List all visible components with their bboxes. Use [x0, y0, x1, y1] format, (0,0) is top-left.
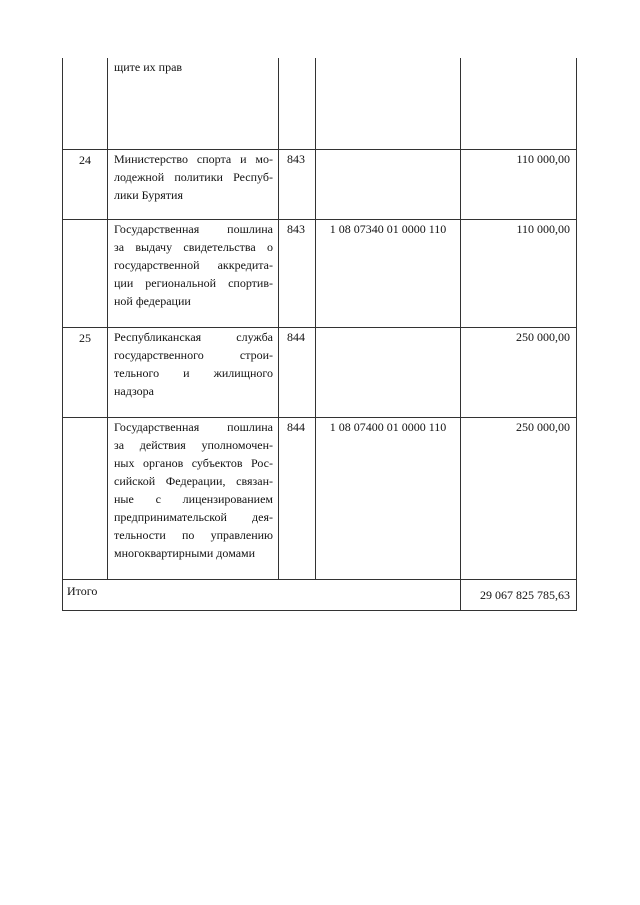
row-name-line: надзора	[114, 384, 154, 398]
row-name	[108, 220, 279, 328]
row-admin-code: 844	[279, 328, 316, 418]
row-number: 25	[63, 328, 108, 418]
row-name	[108, 58, 279, 150]
row-name-line: государственной аккредита-	[114, 258, 273, 272]
row-number: 24	[63, 150, 108, 220]
row-budget-code: 1 08 07400 01 0000 110	[316, 418, 461, 580]
row-budget-code	[316, 150, 461, 220]
row-amount	[461, 58, 577, 150]
row-name-line: государственного строи-	[114, 348, 273, 362]
row-name-line: за выдачу свидетельства о	[114, 240, 273, 254]
total-amount: 29 067 825 785,63	[461, 580, 577, 611]
row-budget-code	[316, 58, 461, 150]
table-row	[63, 58, 577, 150]
total-row	[63, 580, 577, 611]
row-name-line: Государственная пошлина	[114, 420, 273, 434]
row-name-line: щите их прав	[114, 60, 183, 74]
row-name-line: Государственная пошлина	[114, 222, 273, 236]
row-admin-code: 843	[279, 220, 316, 328]
table-row	[63, 328, 577, 418]
row-admin-code: 844	[279, 418, 316, 580]
row-name-line: за действия уполномочен-	[114, 438, 273, 452]
row-budget-code	[316, 328, 461, 418]
row-name-line: сийской Федерации, связан-	[114, 474, 273, 488]
row-name-line: ные с лицензированием	[114, 492, 273, 506]
row-name-line: лодежной политики Респуб-	[114, 170, 273, 184]
row-amount: 110 000,00	[461, 220, 577, 328]
row-name-line: Министерство спорта и мо-	[114, 152, 273, 166]
row-name-line: тельного и жилищного	[114, 366, 273, 380]
row-number	[63, 58, 108, 150]
row-number	[63, 220, 108, 328]
row-name-line: предпринимательской дея-	[114, 510, 273, 524]
row-name	[108, 328, 279, 418]
table-row	[63, 150, 577, 220]
row-name-line: тельности по управлению	[114, 528, 273, 542]
row-amount: 110 000,00	[461, 150, 577, 220]
row-name-line: ции региональной спортив-	[114, 276, 273, 290]
row-name-line: Республиканская служба	[114, 330, 273, 344]
row-amount: 250 000,00	[461, 328, 577, 418]
row-name	[108, 418, 279, 580]
table-row	[63, 220, 577, 328]
row-name-line: лики Бурятия	[114, 188, 183, 202]
row-name-line: многоквартирными домами	[114, 546, 256, 560]
row-budget-code: 1 08 07340 01 0000 110	[316, 220, 461, 328]
row-name-line: ных органов субъектов Рос-	[114, 456, 273, 470]
row-name	[108, 150, 279, 220]
row-admin-code: 843	[279, 150, 316, 220]
table-row	[63, 418, 577, 580]
row-admin-code	[279, 58, 316, 150]
budget-table	[62, 58, 577, 611]
row-number	[63, 418, 108, 580]
total-label: Итого	[63, 580, 461, 611]
row-name-line: ной федерации	[114, 294, 191, 308]
row-amount: 250 000,00	[461, 418, 577, 580]
